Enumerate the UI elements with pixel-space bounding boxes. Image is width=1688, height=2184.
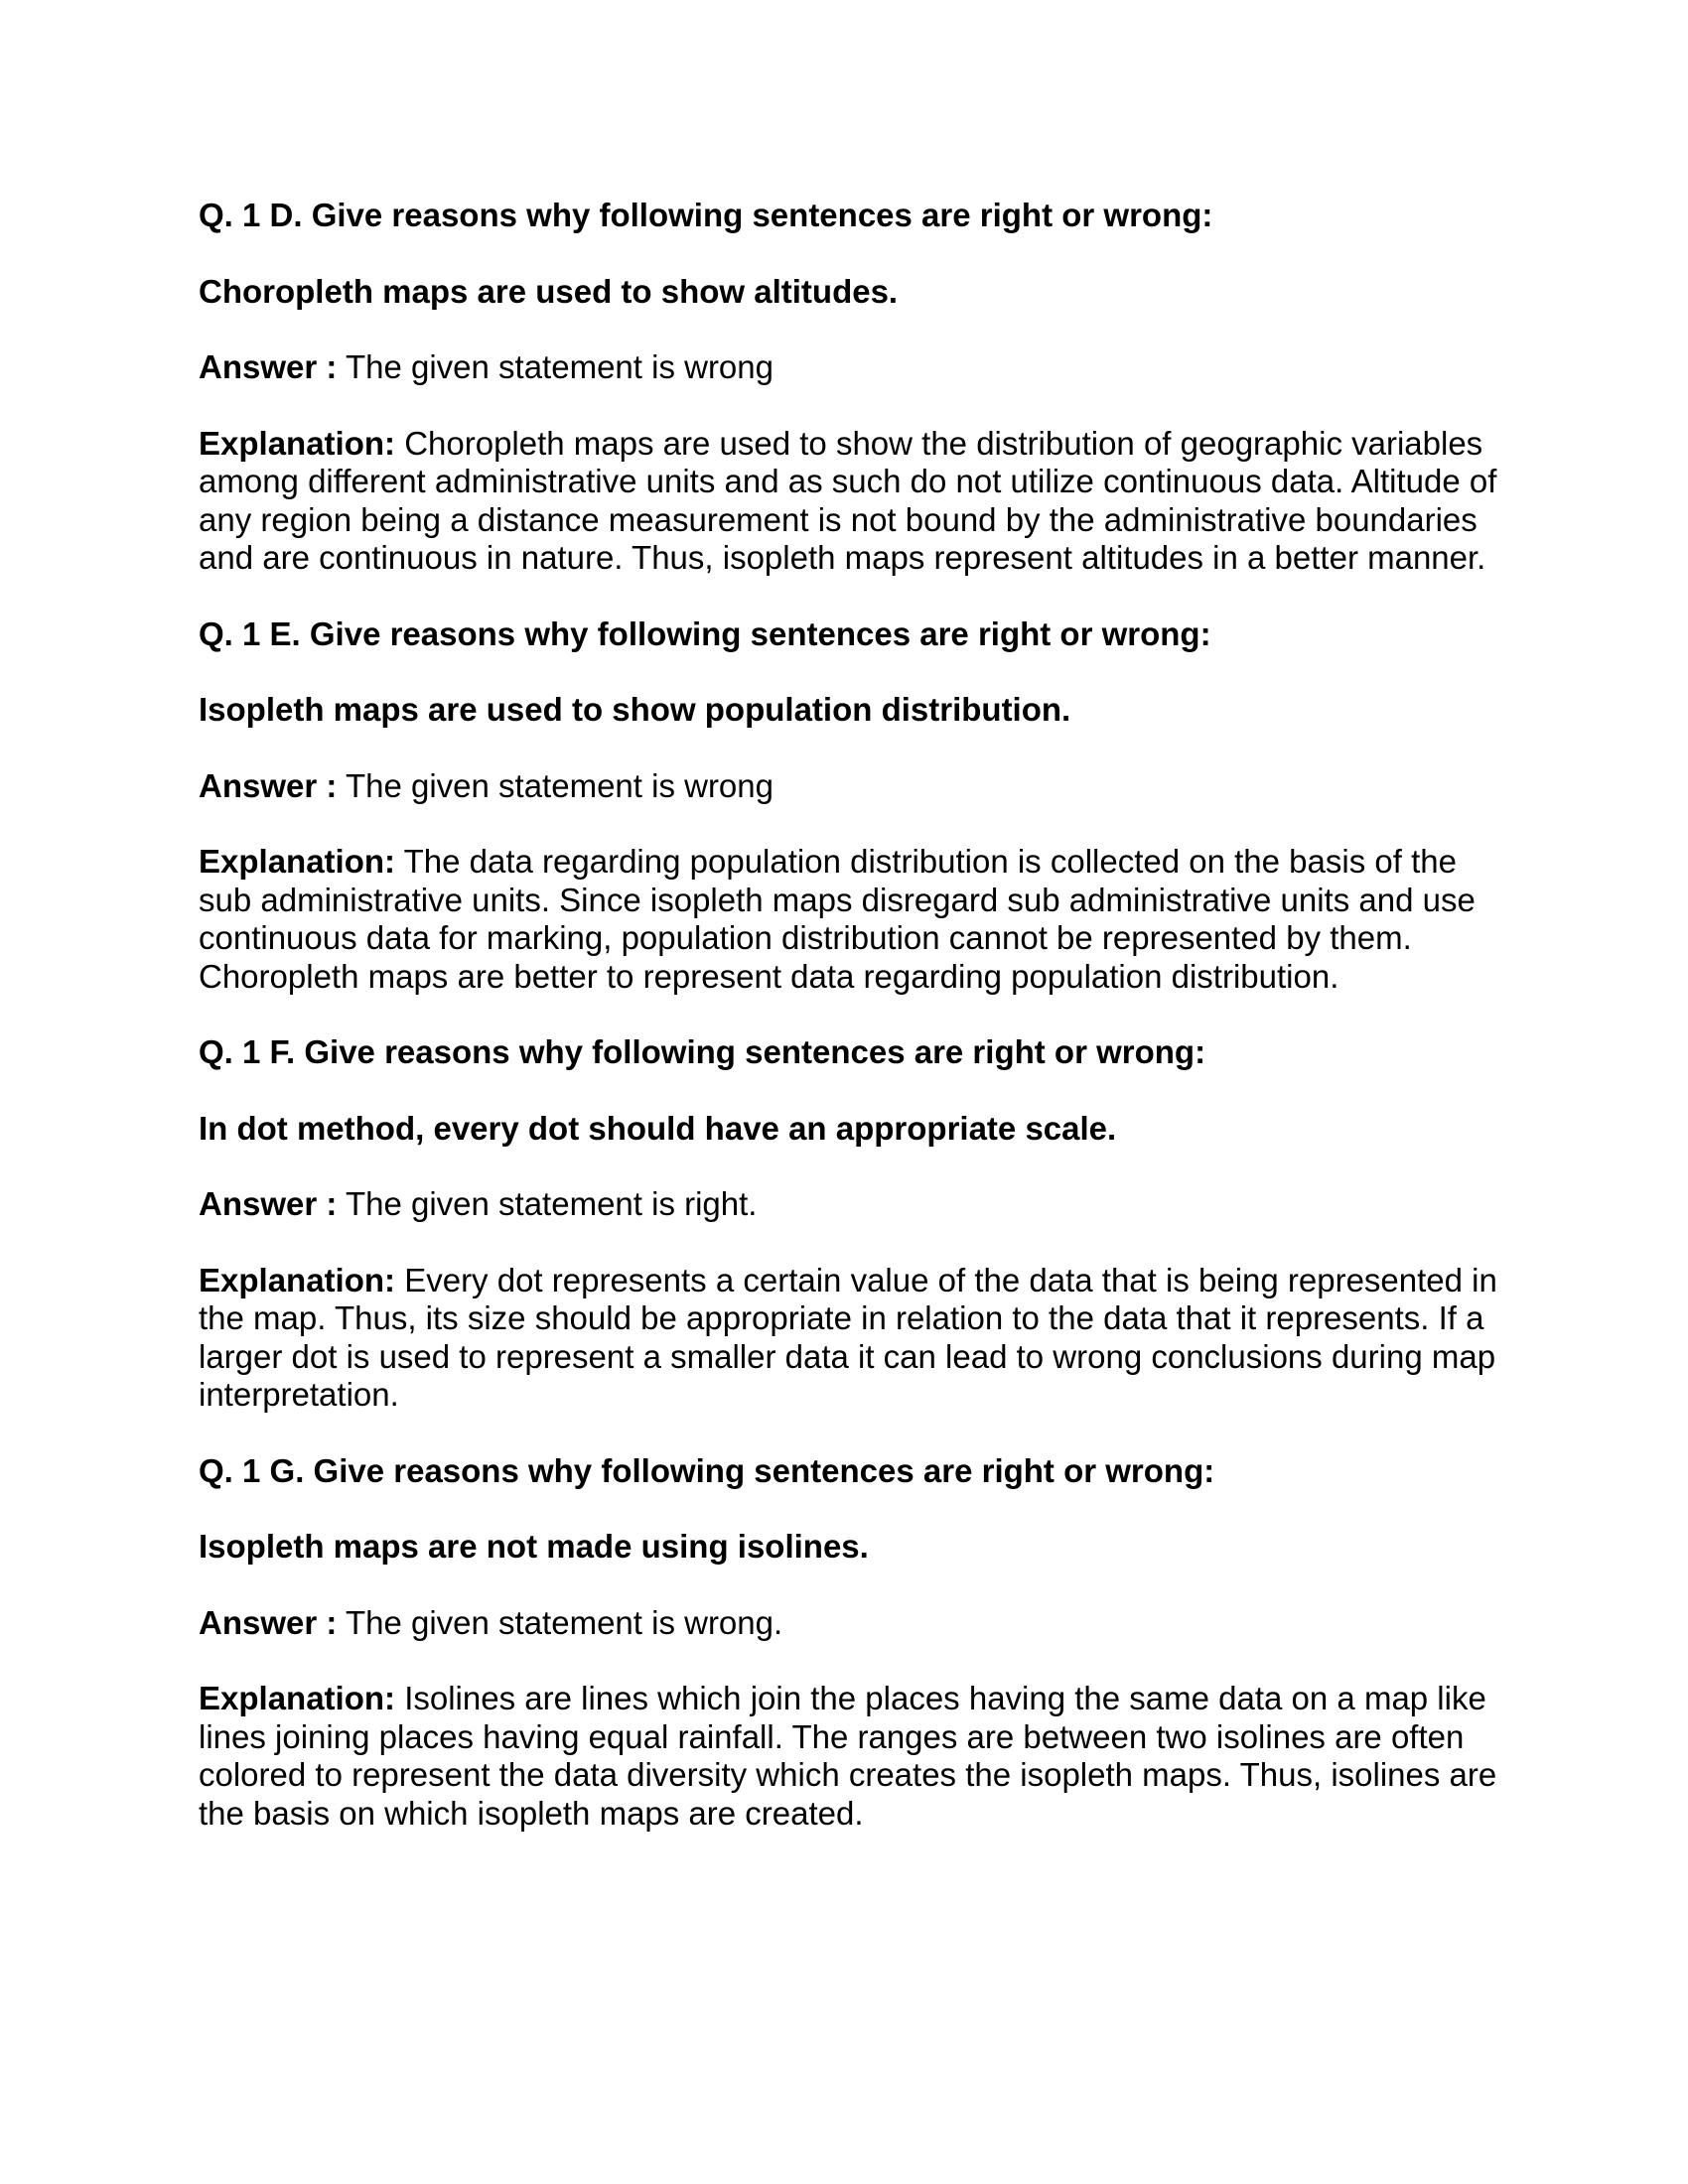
answer-text: The given statement is wrong. bbox=[337, 1603, 783, 1641]
question-heading: Q. 1 G. Give reasons why following sentences are right or wrong: bbox=[199, 1451, 1215, 1489]
answer-label: Answer : bbox=[199, 1185, 338, 1222]
question-section-1d bbox=[199, 197, 1509, 578]
question-statement: Isopleth maps are not made using isolines. bbox=[199, 1528, 869, 1565]
explanation-text: Isolines are lines which join the places having the same data on a map like lines joining places having equal rainfall. The ranges are between two isolines are often colored to represent the data diversity which creates the isopleth maps. Thus, isolines are the basis on which isopleth maps are created. bbox=[199, 1680, 1497, 1832]
answer-label: Answer : bbox=[199, 348, 338, 385]
document-body bbox=[199, 197, 1509, 1870]
question-heading: Q. 1 F. Give reasons why following sentences are right or wrong: bbox=[199, 1033, 1206, 1070]
answer-label: Answer : bbox=[199, 766, 338, 804]
explanation-paragraph bbox=[199, 425, 1509, 578]
explanation-label: Explanation: bbox=[199, 424, 396, 462]
explanation-text: Every dot represents a certain value of the data that is being represented in the map. Thus, its size should be appropriate in relation to the data that it represents. If a larger dot is used to represent a smaller data it can lead to wrong conclusions during map interpretation. bbox=[199, 1261, 1497, 1413]
answer-text: The given statement is wrong bbox=[337, 348, 774, 385]
explanation-text: The data regarding population distribution is collected on the basis of the sub administrative units. Since isopleth maps disregard sub administrative units and use continuous data for marking, population distribution cannot be represented by them. Choropleth maps are better to represent data regarding population distribution. bbox=[199, 843, 1476, 995]
explanation-label: Explanation: bbox=[199, 1680, 396, 1716]
answer-paragraph bbox=[199, 1604, 1509, 1643]
explanation-paragraph bbox=[199, 843, 1509, 996]
question-section-1e bbox=[199, 615, 1509, 997]
question-statement: Isopleth maps are used to show population distribution. bbox=[199, 691, 1071, 728]
explanation-label: Explanation: bbox=[199, 1261, 396, 1298]
answer-text: The given statement is wrong bbox=[337, 766, 774, 804]
question-statement: In dot method, every dot should have an appropriate scale. bbox=[199, 1109, 1117, 1147]
explanation-paragraph bbox=[199, 1680, 1509, 1833]
answer-paragraph bbox=[199, 1185, 1509, 1224]
explanation-text: Choropleth maps are used to show the distribution of geographic variables among different administrative units and as such do not utilize continuous data. Altitude of any region being a distance measurement is not bound by the administrative boundaries and are continuous in nature. Thus, isopleth maps represent altitudes in a better manner. bbox=[199, 424, 1497, 576]
answer-label: Answer : bbox=[199, 1603, 338, 1641]
question-heading: Q. 1 D. Give reasons why following sentences are right or wrong: bbox=[199, 197, 1213, 233]
answer-paragraph bbox=[199, 348, 1509, 387]
question-heading: Q. 1 E. Give reasons why following sentences are right or wrong: bbox=[199, 614, 1211, 652]
question-section-1f bbox=[199, 1033, 1509, 1415]
question-statement: Choropleth maps are used to show altitudes. bbox=[199, 272, 899, 310]
answer-paragraph bbox=[199, 767, 1509, 806]
explanation-paragraph bbox=[199, 1262, 1509, 1415]
answer-text: The given statement is right. bbox=[337, 1185, 758, 1222]
question-section-1g bbox=[199, 1452, 1509, 1834]
explanation-label: Explanation: bbox=[199, 843, 396, 880]
